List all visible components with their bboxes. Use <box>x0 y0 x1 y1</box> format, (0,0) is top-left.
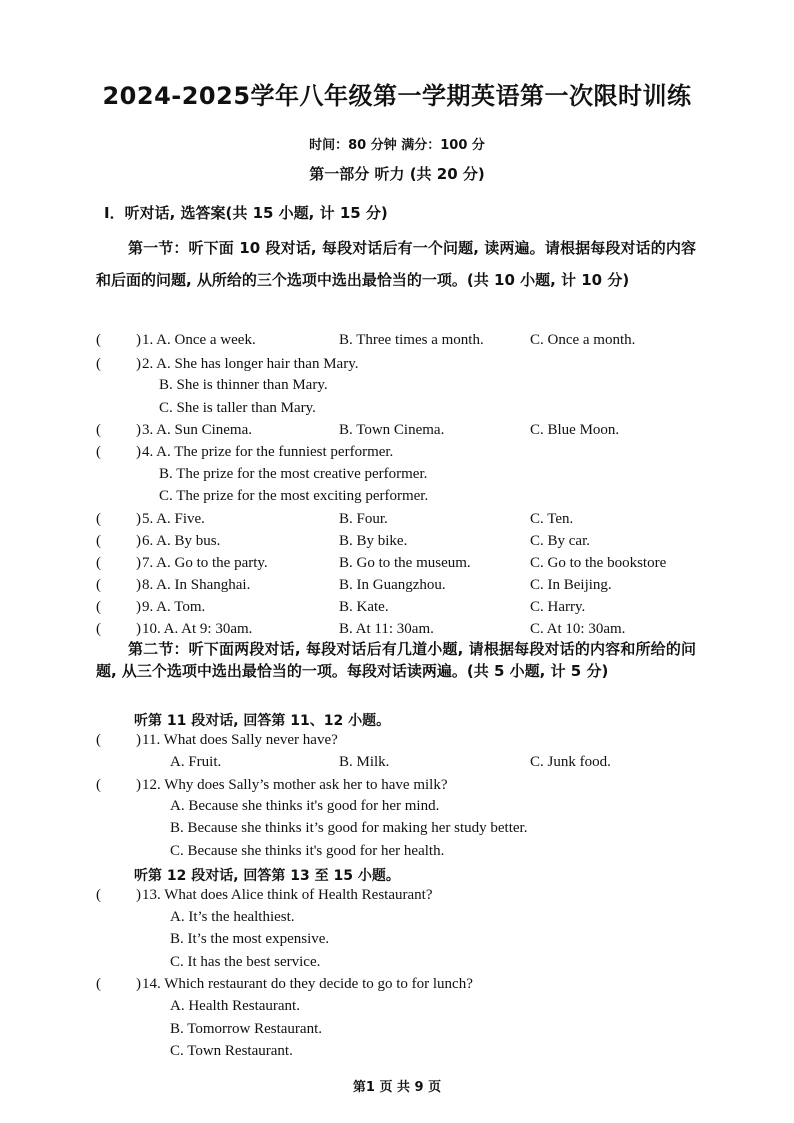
answer-bracket-close: ) <box>136 599 141 615</box>
answer-bracket-close: ) <box>136 887 141 903</box>
answer-bracket-open[interactable]: ( <box>96 599 101 615</box>
question-stem: 13. What does Alice think of Health Restaurant? <box>142 887 433 903</box>
option-c: C. Ten. <box>530 511 574 527</box>
option-b: B. Because she thinks it’s good for making her study better. <box>170 820 528 836</box>
option-b: B. Four. <box>339 511 388 527</box>
option-a: A. Because she thinks it's good for her mind. <box>170 798 440 814</box>
option-c: C. It has the best service. <box>170 954 321 970</box>
option-a: 7. A. Go to the party. <box>142 555 268 571</box>
option-c: C. Because she thinks it's good for her health. <box>170 843 445 859</box>
page-number: 第1 页 共 9 页 <box>352 1080 442 1095</box>
option-a: A. Health Restaurant. <box>170 998 300 1014</box>
option-c: C. Junk food. <box>530 754 611 770</box>
answer-bracket-open[interactable]: ( <box>96 356 101 372</box>
option-a: 5. A. Five. <box>142 511 205 527</box>
option-b: B. Kate. <box>339 599 389 615</box>
answer-bracket-open[interactable]: ( <box>96 777 101 793</box>
answer-bracket-open[interactable]: ( <box>96 976 101 992</box>
option-a: 2. A. She has longer hair than Mary. <box>142 356 359 372</box>
answer-bracket-open[interactable]: ( <box>96 577 101 593</box>
page-title: 2024-2025学年八年级第一学期英语第一次限时训练 <box>102 82 692 110</box>
answer-bracket-open[interactable]: ( <box>96 555 101 571</box>
option-c: C. The prize for the most exciting performer. <box>159 488 429 504</box>
option-b: B. Three times a month. <box>339 332 484 348</box>
answer-bracket-close: ) <box>136 422 141 438</box>
instructions-part2: 第二节：听下面两段对话, 每段对话后有几道小题, 请根据每段对话的内容和所给的问题, 从三个选项中选出最恰当的一项。每段对话读两遍。(共 5 小题, 计 5 分) <box>96 640 696 680</box>
answer-bracket-close: ) <box>136 777 141 793</box>
question-stem: 11. What does Sally never have? <box>142 732 338 748</box>
listening-prompt-11: 听第 11 段对话, 回答第 11、12 小题。 <box>134 713 391 729</box>
option-b: B. Milk. <box>339 754 390 770</box>
answer-bracket-close: ) <box>136 332 141 348</box>
answer-bracket-open[interactable]: ( <box>96 887 101 903</box>
option-b: B. In Guangzhou. <box>339 577 446 593</box>
answer-bracket-open[interactable]: ( <box>96 422 101 438</box>
option-c: C. At 10: 30am. <box>530 621 626 637</box>
answer-bracket-close: ) <box>136 444 141 460</box>
answer-bracket-open[interactable]: ( <box>96 732 101 748</box>
option-c: C. By car. <box>530 533 590 549</box>
option-a: 4. A. The prize for the funniest performer. <box>142 444 394 460</box>
answer-bracket-open[interactable]: ( <box>96 332 101 348</box>
option-c: C. She is taller than Mary. <box>159 400 316 416</box>
answer-bracket-open[interactable]: ( <box>96 533 101 549</box>
answer-bracket-close: ) <box>136 511 141 527</box>
answer-bracket-close: ) <box>136 732 141 748</box>
option-b: B. Tomorrow Restaurant. <box>170 1021 322 1037</box>
option-a: A. It’s the healthiest. <box>170 909 295 925</box>
instructions-part1: 第一节：听下面 10 段对话, 每段对话后有一个问题, 读两遍。请根据每段对话的内容和后面的问题, 从所给的三个选项中选出最恰当的一项。(共 10 小题, 计 10 分) <box>96 239 696 289</box>
question-stem: 12. Why does Sally’s mother ask her to have milk? <box>142 777 448 793</box>
option-c: C. Blue Moon. <box>530 422 620 438</box>
option-b: B. It’s the most expensive. <box>170 931 330 947</box>
answer-bracket-close: ) <box>136 976 141 992</box>
option-b: B. By bike. <box>339 533 408 549</box>
answer-bracket-close: ) <box>136 533 141 549</box>
option-c: C. Go to the bookstore <box>530 555 667 571</box>
answer-bracket-close: ) <box>136 577 141 593</box>
option-c: C. In Beijing. <box>530 577 612 593</box>
answer-bracket-close: ) <box>136 621 141 637</box>
answer-bracket-open[interactable]: ( <box>96 444 101 460</box>
option-b: B. The prize for the most creative performer. <box>159 466 428 482</box>
option-c: C. Once a month. <box>530 332 636 348</box>
part-heading: 第一部分 听力 (共 20 分) <box>309 165 485 183</box>
answer-bracket-open[interactable]: ( <box>96 621 101 637</box>
option-a: A. Fruit. <box>170 754 222 770</box>
option-a: 8. A. In Shanghai. <box>142 577 251 593</box>
option-a: 6. A. By bus. <box>142 533 221 549</box>
answer-bracket-close: ) <box>136 555 141 571</box>
question-stem: 14. Which restaurant do they decide to go to for lunch? <box>142 976 473 992</box>
option-a: 3. A. Sun Cinema. <box>142 422 253 438</box>
option-c: C. Town Restaurant. <box>170 1043 293 1059</box>
option-b: B. At 11: 30am. <box>339 621 434 637</box>
section-heading: I．听对话, 选答案(共 15 小题, 计 15 分) <box>104 204 388 222</box>
option-b: B. She is thinner than Mary. <box>159 377 328 393</box>
answer-bracket-open[interactable]: ( <box>96 511 101 527</box>
option-a: 1. A. Once a week. <box>142 332 256 348</box>
option-b: B. Town Cinema. <box>339 422 445 438</box>
option-b: B. Go to the museum. <box>339 555 471 571</box>
exam-meta: 时间：80 分钟 满分：100 分 <box>309 138 485 153</box>
option-a: 10. A. At 9: 30am. <box>142 621 253 637</box>
answer-bracket-close: ) <box>136 356 141 372</box>
listening-prompt-12: 听第 12 段对话, 回答第 13 至 15 小题。 <box>134 868 400 884</box>
option-a: 9. A. Tom. <box>142 599 206 615</box>
option-c: C. Harry. <box>530 599 586 615</box>
